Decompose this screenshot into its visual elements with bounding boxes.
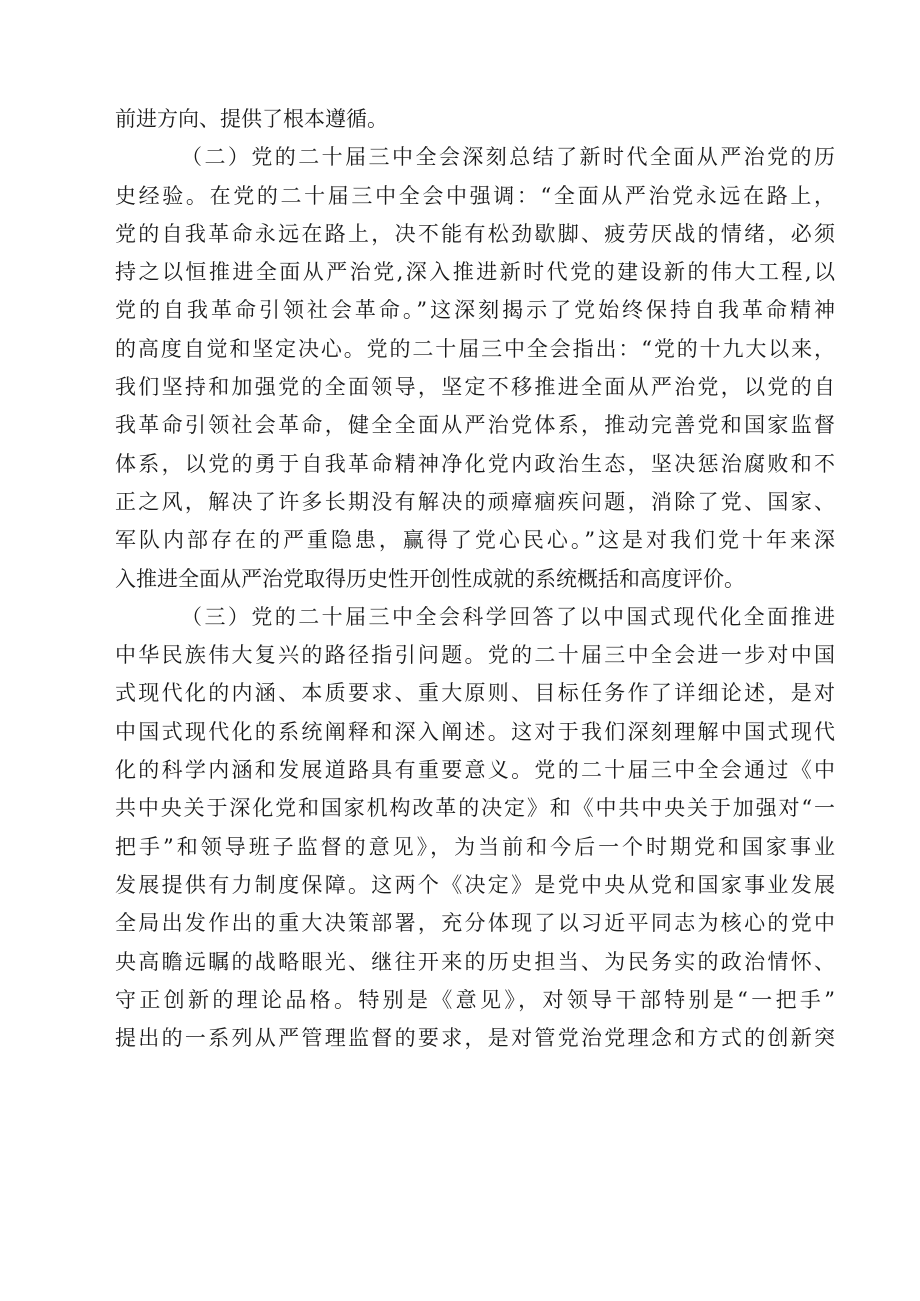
paragraph-line: 央高瞻远瞩的战略眼光、继往开来的历史担当、为民务实的政治情怀、 [115,949,835,974]
body-text [115,100,835,1057]
paragraph-line: 我们坚持和加强党的全面领导，坚定不移推进全面从严治党，以党的自 [115,375,835,400]
paragraph-line: 正之风，解决了许多长期没有解决的顽瘴痼疾问题，消除了党、国家、 [115,489,835,514]
paragraph-line: 党的自我革命引领社会革命。”这深刻揭示了党始终保持自我革命精神 [115,298,835,323]
paragraph-line: 我革命引领社会革命，健全全面从严治党体系，推动完善党和国家监督 [115,413,835,438]
paragraph-line: （三）党的二十届三中全会科学回答了以中国式现代化全面推进 [181,604,835,629]
paragraph-line: 共中央关于深化党和国家机构改革的决定》和《中共中央关于加强对“一 [115,796,835,821]
paragraph-line: 把手”和领导班子监督的意见》，为当前和今后一个时期党和国家事业 [115,834,835,859]
paragraph-line: 持之以恒推进全面从严治党,深入推进新时代党的建设新的伟大工程,以 [115,260,835,285]
paragraph-line: 军队内部存在的严重隐患，赢得了党心民心。”这是对我们党十年来深 [115,528,835,553]
paragraph-line: 提出的一系列从严管理监督的要求，是对管党治党理念和方式的创新突 [115,1026,835,1051]
paragraph-line: 式现代化的内涵、本质要求、重大原则、目标任务作了详细论述，是对 [115,681,835,706]
paragraph-line: 党的自我革命永远在路上，决不能有松劲歇脚、疲劳厌战的情绪，必须 [115,221,835,246]
paragraph-line: 守正创新的理论品格。特别是《意见》，对领导干部特别是“一把手” [115,987,835,1012]
paragraph-line: 的高度自觉和坚定决心。党的二十届三中全会指出：“党的十九大以来， [115,336,835,361]
paragraph-line: 全局出发作出的重大决策部署，充分体现了以习近平同志为核心的党中 [115,911,835,936]
paragraph-line: 中华民族伟大复兴的路径指引问题。党的二十届三中全会进一步对中国 [115,643,835,668]
paragraph-line: 体系，以党的勇于自我革命精神净化党内政治生态，坚决惩治腐败和不 [115,451,835,476]
paragraph-line: （二）党的二十届三中全会深刻总结了新时代全面从严治党的历 [181,145,835,170]
paragraph-line: 入推进全面从严治党取得历史性开创性成就的系统概括和高度评价。 [115,566,745,591]
paragraph-line: 史经验。在党的二十届三中全会中强调：“全面从严治党永远在路上， [115,183,835,208]
paragraph-line: 化的科学内涵和发展道路具有重要意义。党的二十届三中全会通过《中 [115,758,835,783]
paragraph-line: 发展提供有力制度保障。这两个《决定》是党中央从党和国家事业发展 [115,872,835,897]
paragraph-line: 前进方向、提供了根本遵循。 [115,107,388,131]
paragraph-line: 中国式现代化的系统阐释和深入阐述。这对于我们深刻理解中国式现代 [115,719,835,744]
